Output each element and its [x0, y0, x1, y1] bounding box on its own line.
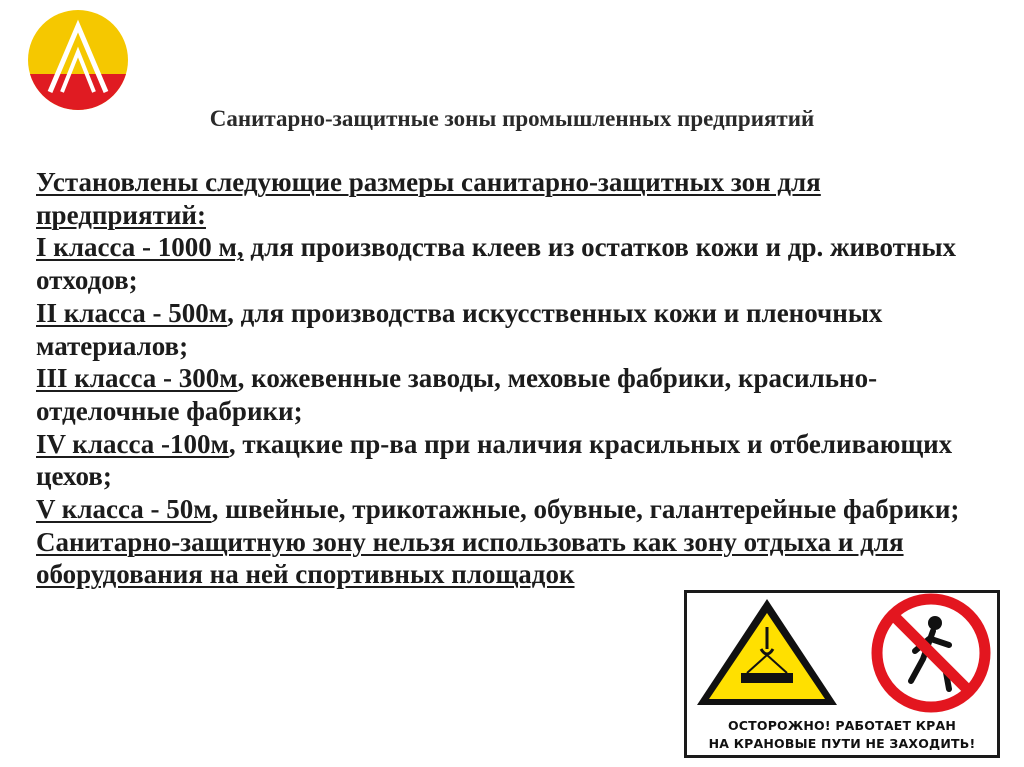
class-label: I класса - 1000 м, [36, 232, 244, 263]
class-description: , кожевенные заводы, меховые фабрики, красильно-отделочные фабрики; [36, 363, 878, 426]
class-description: , швейные, трикотажные, обувные, галантерейные фабрики; [211, 494, 960, 525]
class-label: III класса - 300м [36, 363, 238, 394]
class-label: V класса - 50м [36, 494, 212, 525]
sign-caption-line2: НА КРАНОВЫЕ ПУТИ НЕ ЗАХОДИТЬ! [708, 736, 976, 751]
class-description: , для производства искусственных кожи и пленочных материалов; [36, 297, 883, 361]
crane-hazard-triangle-icon [697, 599, 837, 705]
class-item [36, 362, 996, 427]
class-description: для производства клеев из остатков кожи и др. животных отходов; [36, 232, 957, 296]
class-item [36, 428, 996, 493]
sign-caption-line1: ОСТОРОЖНО! РАБОТАЕТ КРАН [727, 718, 957, 733]
closing-text: Санитарно-защитную зону нельзя использовать как зону отдыха и для оборудования на ней спортивных площадок [36, 526, 904, 590]
class-item [36, 493, 996, 526]
class-description: , ткацкие пр-ва при наличия красильных и отбеливающих цехов; [36, 428, 953, 492]
slide-title: Санитарно-защитные зоны промышленных предприятий [209, 106, 815, 131]
no-pedestrians-icon [877, 599, 985, 707]
intro-paragraph [36, 166, 996, 231]
crane-warning-sign [684, 590, 1000, 758]
class-label: IV класса -100м [36, 428, 229, 459]
class-item [36, 231, 996, 296]
class-item [36, 297, 996, 362]
intro-text: Установлены следующие размеры санитарно-защитных зон для предприятий: [36, 167, 821, 230]
company-logo-icon [26, 8, 130, 112]
closing-paragraph [36, 526, 996, 591]
slide-body [36, 166, 996, 591]
class-label: II класса - 500м [36, 297, 228, 328]
